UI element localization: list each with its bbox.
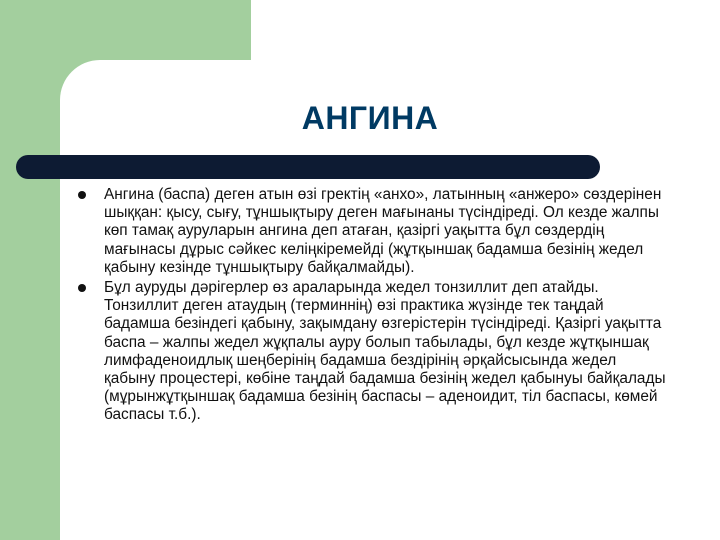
bullet-text: Бұл ауруды дәрігерлер өз араларында жедел тонзиллит деп атайды. Тонзиллит деген атаудың (терминнің) өзі практика жүзінде тек таңдай бадамша безіндегі қабыну, зақымдану өзгерістерін түсіндіреді. Қазіргі уақытта баспа – жалпы жедел жұқпалы ауру болып табылады, бұл кезде жұтқыншақ лимфаденоидлық шеңберінің бадамша бездірінің әрқайсысында жедел қабыну процестері, көбіне таңдай бадамша безінің жедел қабынуы байқалады (мұрынжұтқыншақ бадамша безінің баспасы – аденоидит, тіл баспасы, көмей баспасы т.б.). [104,279,666,424]
bullet-list [70,186,670,427]
title-divider-bar [16,155,600,179]
slide-title: АНГИНА [301,100,439,136]
bullet-text: Ангина (баспа) деген атын өзі гректің «анхо», латынның «анжеро» сөздерінен шыққан: қысу, сығу, тұншықтыру деген мағынаны түсіндіреді. Ол кезде жалпы көп тамақ ауруларын ангина деп атаған, қазіргі уақытта бұл сөздердің мағынасы дұрыс сәйкес келіңкіремейді (жұтқыншақ бадамша безінің жедел қабыну кезінде тұншықтыру байқалмайды). [104,186,662,276]
bullet-item [70,186,670,277]
bullet-item [70,279,670,425]
decorative-green-strip-left [0,0,60,540]
bullet-dot-icon [78,284,86,292]
bullet-dot-icon [78,191,86,199]
